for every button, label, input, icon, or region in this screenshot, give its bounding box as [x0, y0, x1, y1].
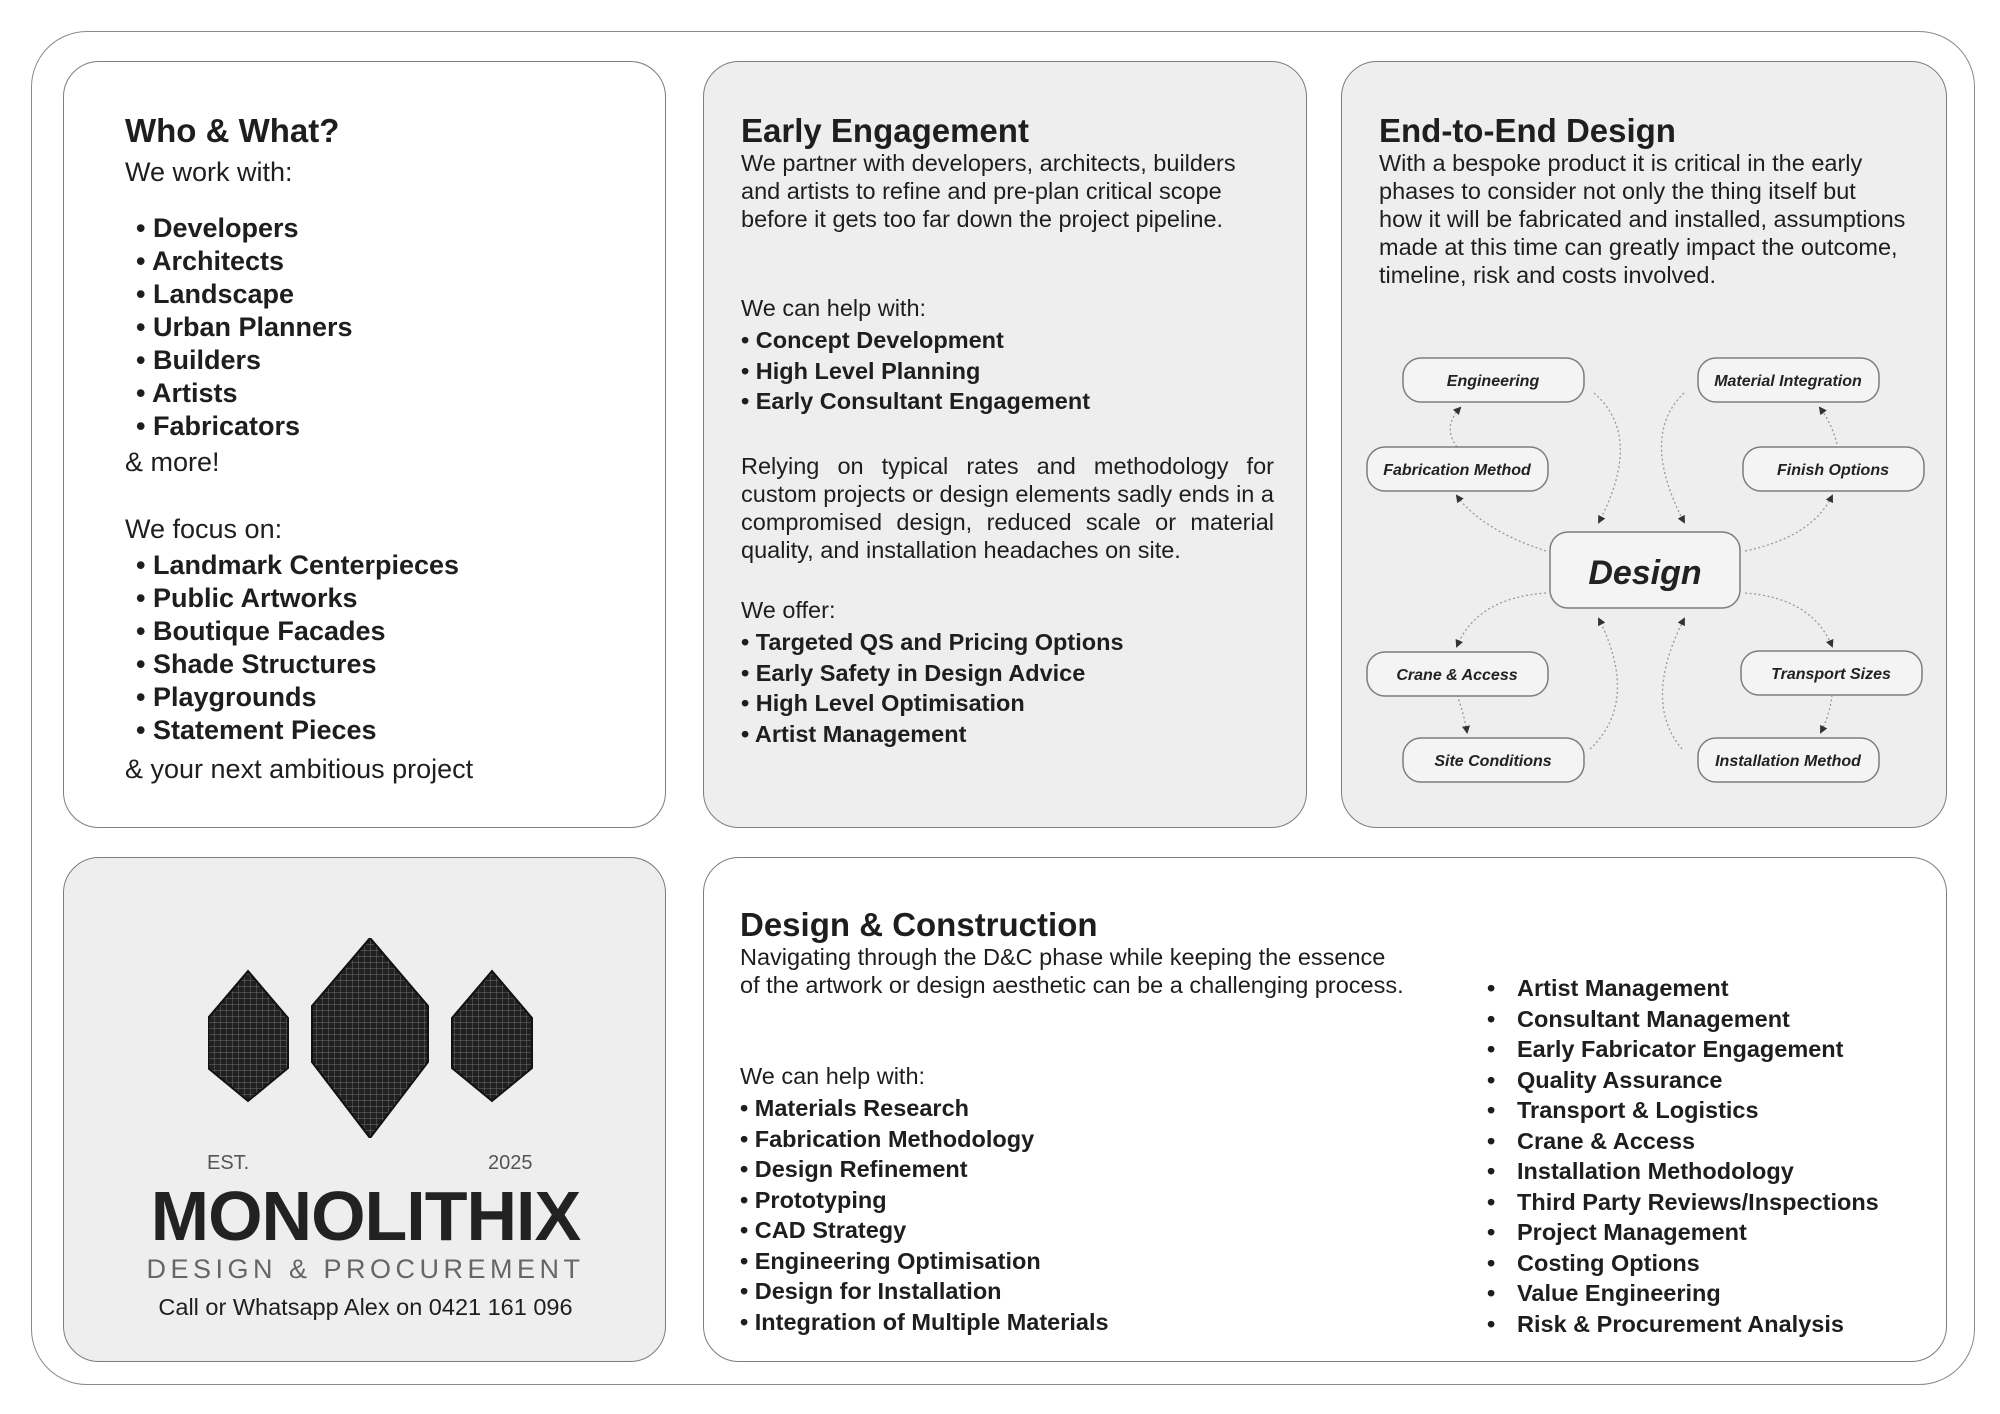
intro-line: With a bespoke product it is critical in the early [1379, 150, 1863, 176]
list-item: • Landmark Centerpieces [136, 550, 460, 580]
more-text: & more! [125, 447, 220, 477]
est-label: EST. [207, 1152, 250, 1174]
list-item: • Installation Methodology [1487, 1156, 1879, 1187]
help-list [740, 1093, 1109, 1337]
node-design: Design [1588, 554, 1702, 592]
early-engagement-intro [741, 149, 1281, 233]
services-list [1487, 973, 1879, 1339]
design-construction-panel [703, 857, 1947, 1362]
help-label: We can help with: [740, 1063, 926, 1089]
list-item: • Developers [136, 213, 299, 243]
end-to-end-panel [1341, 61, 1947, 828]
early-engagement-title: Early Engagement [741, 112, 1029, 149]
arrow-installation-design [1662, 619, 1684, 749]
list-item: • Builders [136, 345, 261, 375]
node-fabrication-method: Fabrication Method [1383, 462, 1531, 479]
end-to-end-title: End-to-End Design [1379, 112, 1676, 149]
intro-line: Navigating through the D&C phase while keeping the essence [740, 944, 1386, 970]
arrow-engineering-design [1594, 393, 1620, 522]
list-item: • Early Consultant Engagement [741, 388, 1091, 414]
focus-list [136, 549, 459, 747]
list-item: • Consultant Management [1487, 1004, 1879, 1035]
node-engineering: Engineering [1446, 373, 1540, 390]
list-item: • Architects [136, 246, 284, 276]
who-what-title: Who & What? [125, 112, 340, 149]
focus-label: We focus on: [125, 514, 283, 544]
center-gem [312, 938, 428, 1138]
list-item: • Engineering Optimisation [740, 1247, 1041, 1274]
help-list [741, 325, 1090, 417]
monolithix-logo-icon [208, 938, 533, 1138]
node-transport-sizes: Transport Sizes [1771, 666, 1891, 683]
node-installation-method: Installation Method [1715, 753, 1861, 770]
node-site-conditions: Site Conditions [1434, 753, 1552, 770]
list-item: • High Level Planning [741, 357, 981, 384]
list-item: • Fabrication Methodology [740, 1125, 1035, 1152]
help-label: We can help with: [741, 295, 927, 321]
list-item: • Shade Structures [136, 649, 377, 679]
list-item: • Crane & Access [1487, 1126, 1879, 1157]
closing-text: & your next ambitious project [125, 754, 474, 784]
list-item: • Early Safety in Design Advice [741, 659, 1086, 686]
list-item: • Concept Development [741, 327, 1004, 353]
who-what-panel [63, 61, 666, 828]
design-construction-intro [740, 943, 1420, 999]
arrow-design-transport [1745, 593, 1832, 646]
logo-panel [63, 857, 666, 1362]
list-item: • High Level Optimisation [741, 690, 1025, 716]
list-item: • Risk & Procurement Analysis [1487, 1309, 1879, 1340]
work-with-label: We work with: [125, 157, 293, 187]
list-item: • Statement Pieces [136, 715, 377, 745]
node-material-integration: Material Integration [1714, 373, 1862, 390]
brand-tagline: DESIGN & PROCUREMENT [146, 1254, 585, 1284]
arrow-design-crane [1457, 593, 1546, 646]
node-crane-access: Crane & Access [1396, 667, 1518, 684]
brand-name: MONOLITHIX [150, 1177, 581, 1255]
left-gem [208, 971, 288, 1101]
list-item: • Landscape [136, 279, 295, 309]
node-finish-options: Finish Options [1777, 462, 1889, 479]
list-item: • Transport & Logistics [1487, 1095, 1879, 1126]
list-item: • Design Refinement [740, 1156, 968, 1182]
list-item: • Artists [136, 378, 238, 408]
offer-list [741, 627, 1124, 749]
right-gem [452, 971, 532, 1101]
arrow-crane-site [1457, 695, 1467, 732]
end-to-end-intro [1379, 149, 1924, 289]
arrow-transport-installation [1821, 695, 1832, 732]
list-item: • Fabricators [136, 411, 301, 441]
arrow-material-design [1662, 393, 1685, 522]
intro-line: timeline, risk and costs involved. [1379, 262, 1716, 288]
rely-paragraph: Relying on typical rates and methodology for custom projects or design elements sadly ends in a compromised design, reduced scale or material quality, and installation headaches on site. [741, 453, 1274, 563]
intro-line: phases to consider not only the thing itself but [1379, 178, 1856, 204]
est-year: 2025 [488, 1152, 533, 1174]
list-item: • Playgrounds [136, 682, 317, 712]
list-item: • Third Party Reviews/Inspections [1487, 1187, 1879, 1218]
arrow-design-fabrication [1457, 496, 1546, 551]
intro-line: and artists to refine and pre-plan critical scope [741, 178, 1222, 204]
contact-line: Call or Whatsapp Alex on 0421 161 096 [158, 1294, 573, 1320]
list-item: • Project Management [1487, 1217, 1879, 1248]
arrow-design-finish [1745, 496, 1832, 551]
intro-line: how it will be fabricated and installed, assumptions [1379, 206, 1906, 232]
arrow-site-design [1590, 619, 1617, 749]
list-item: • Boutique Facades [136, 616, 386, 646]
list-item: • Design for Installation [740, 1278, 1002, 1304]
intro-line: of the artwork or design aesthetic can be a challenging process. [740, 972, 1404, 998]
list-item: • CAD Strategy [740, 1217, 907, 1243]
list-item: • Quality Assurance [1487, 1065, 1879, 1096]
intro-line: before it gets too far down the project pipeline. [741, 206, 1224, 232]
list-item: • Value Engineering [1487, 1278, 1879, 1309]
list-item: • Early Fabricator Engagement [1487, 1034, 1879, 1065]
early-engagement-panel [703, 61, 1307, 828]
list-item: • Urban Planners [136, 312, 353, 342]
arrow-finish-material [1820, 408, 1837, 444]
intro-line: made at this time can greatly impact the outcome, [1379, 234, 1898, 260]
list-item: • Artist Management [741, 720, 967, 747]
work-with-list [136, 212, 353, 443]
list-item: • Materials Research [740, 1095, 969, 1121]
list-item: • Integration of Multiple Materials [740, 1308, 1109, 1335]
list-item: • Targeted QS and Pricing Options [741, 629, 1124, 655]
list-item: • Artist Management [1487, 973, 1879, 1004]
arrow-fabrication-engineering [1450, 408, 1460, 447]
intro-line: We partner with developers, architects, builders [741, 150, 1236, 176]
list-item: • Public Artworks [136, 583, 358, 613]
list-item: • Costing Options [1487, 1248, 1879, 1279]
design-construction-title: Design & Construction [740, 906, 1098, 943]
offer-label: We offer: [741, 597, 836, 623]
list-item: • Prototyping [740, 1186, 887, 1213]
